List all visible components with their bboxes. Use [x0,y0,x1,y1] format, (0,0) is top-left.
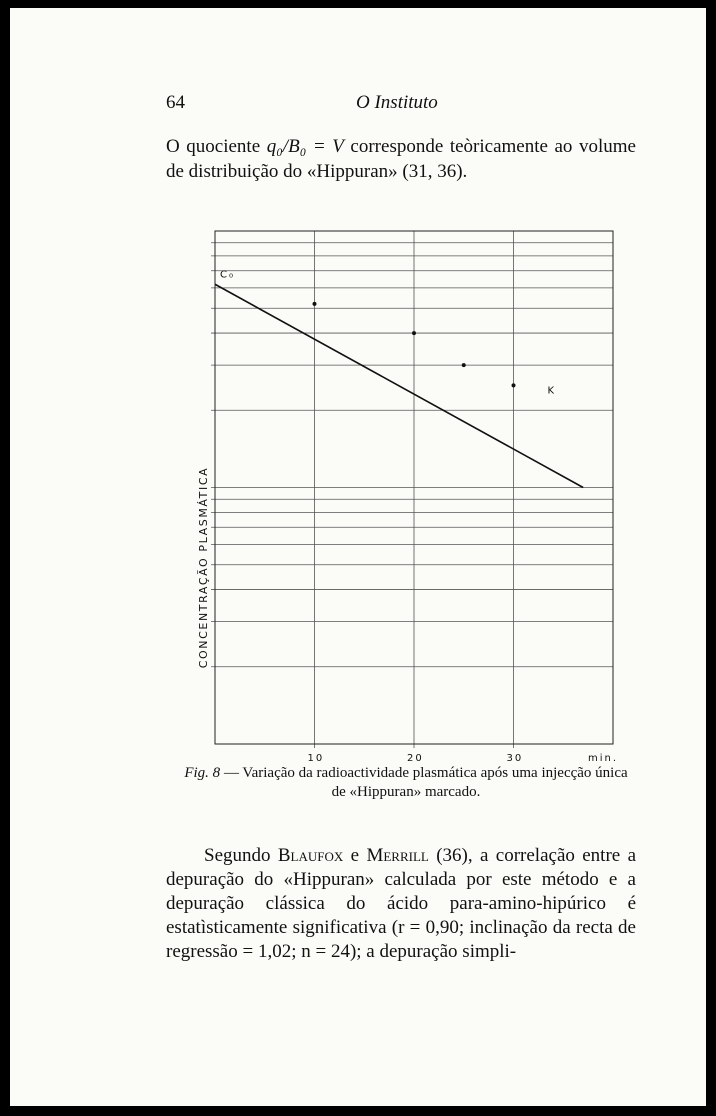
horizontal-gridlines [211,243,613,667]
point-label: K [547,385,557,397]
point-label: C₀ [220,269,235,281]
y-axis-label: CONCENTRAÇÃO PLASMÁTICA [197,466,210,669]
regression-line-group [215,284,583,487]
data-point [462,363,466,367]
data-point [313,302,317,306]
figure-caption-text: — Variação da radioactividade plasmática após uma injecção única de «Hippuran» marcado. [220,765,628,800]
paragraph-2-text-start: Segundo [204,845,278,866]
running-title: O Instituto [356,92,438,113]
paragraph-1 [166,134,636,184]
paragraph-2-text-end: (36), a correlação entre a depuração do «Hippuran» calculada por este método e a depuração clássica do ácido para-amino-hipúrico é estatìsticamente significativa (r = 0,90; inclinação da recta de regressão = 1,02; n = 24); a depuração simpli- [166,845,637,962]
data-point [512,383,516,387]
concentration-chart [170,216,670,761]
x-tick-label: 10 [307,753,325,761]
regression-line [215,284,583,487]
page-header [10,92,706,120]
author-merrill: Merrill [366,845,429,866]
figure-caption [176,764,636,802]
x-tick-label: 30 [506,753,524,761]
x-tick-labels [308,753,524,761]
figure-label: Fig. 8 [184,765,221,781]
formula: q₀/B₀ = V [266,136,344,157]
paragraph-2 [166,844,636,964]
paragraph-1-text-start: O quociente [166,136,267,157]
paragraph-1-text-end: corresponde teòricamente ao volume de distribuição do «Hippuran» (31, 36). [166,136,636,182]
paragraph-2-conjunction: e [343,845,367,866]
x-axis-label: min. [588,753,619,761]
x-tick-label: 20 [407,753,424,761]
author-blaufox: Blaufox [277,845,344,866]
page [10,8,706,1106]
page-number: 64 [166,92,185,113]
data-point [412,331,416,335]
